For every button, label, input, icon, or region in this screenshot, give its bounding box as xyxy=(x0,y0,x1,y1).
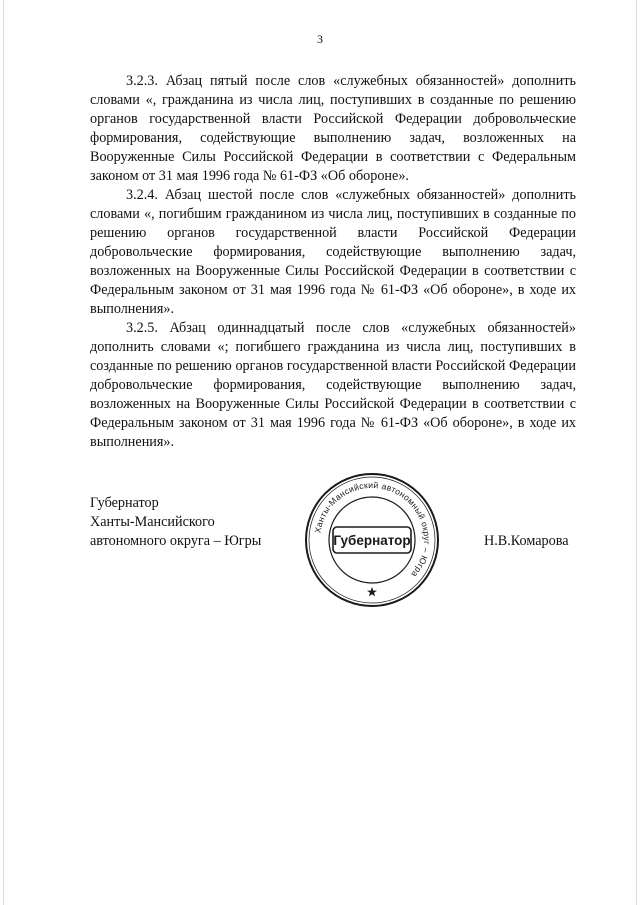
signer-name: Н.В.Комарова xyxy=(484,533,569,549)
paragraph-3-2-3: 3.2.3. Абзац пятый после слов «служебных обязанностей» дополнить словами «, гражданина из числа лиц, поступивших в созданные по решению органов государственной власти Российской Федерации добровольческие формирования, содействующие выполнению задач, возложенных на Вооруженные Силы Российской Федерации в соответствии с Федеральным законом от 31 мая 1996 года № 61-ФЗ «Об обороне». xyxy=(90,73,576,184)
scan-edge-left xyxy=(3,0,4,905)
scan-edge-right xyxy=(636,0,637,905)
signatory-title-line: Губернатор xyxy=(90,495,159,511)
paragraph-3-2-4: 3.2.4. Абзац шестой после слов «служебных обязанностей» дополнить словами «, погибшим гражданином из числа лиц, поступивших в созданные по решению органов государственной власти Российской Федерации добровольческие формирования, содействующие выполнению задач, возложенных на Вооруженные Силы Российской Федерации в соответствии с Федеральным законом от 31 мая 1996 года № 61-ФЗ «Об обороне», в ходе их выполнения». xyxy=(90,187,576,317)
official-seal xyxy=(302,470,442,610)
signatory-title-line: автономного округа – Югры xyxy=(90,533,262,549)
seal-center-text: Губернатор xyxy=(333,533,411,548)
document-body xyxy=(90,72,576,452)
paragraph-3-2-5: 3.2.5. Абзац одиннадцатый после слов «служебных обязанностей» дополнить словами «; погибшего гражданина из числа лиц, поступивших в созданные по решению органов государственной власти Российской Федерации добровольческие формирования, содействующие выполнению задач, возложенных на Вооруженные Силы Российской Федерации в соответствии с Федеральным законом от 31 мая 1996 года № 61-ФЗ «Об обороне», в ходе их выполнения». xyxy=(90,320,576,450)
signatory-title-line: Ханты-Мансийского xyxy=(90,514,215,530)
signatory-title xyxy=(90,494,261,551)
page-number: 3 xyxy=(317,32,323,46)
star-icon xyxy=(367,587,377,596)
seal-ring-text: Ханты-Мансийский автономный округ – Югра xyxy=(312,479,433,580)
